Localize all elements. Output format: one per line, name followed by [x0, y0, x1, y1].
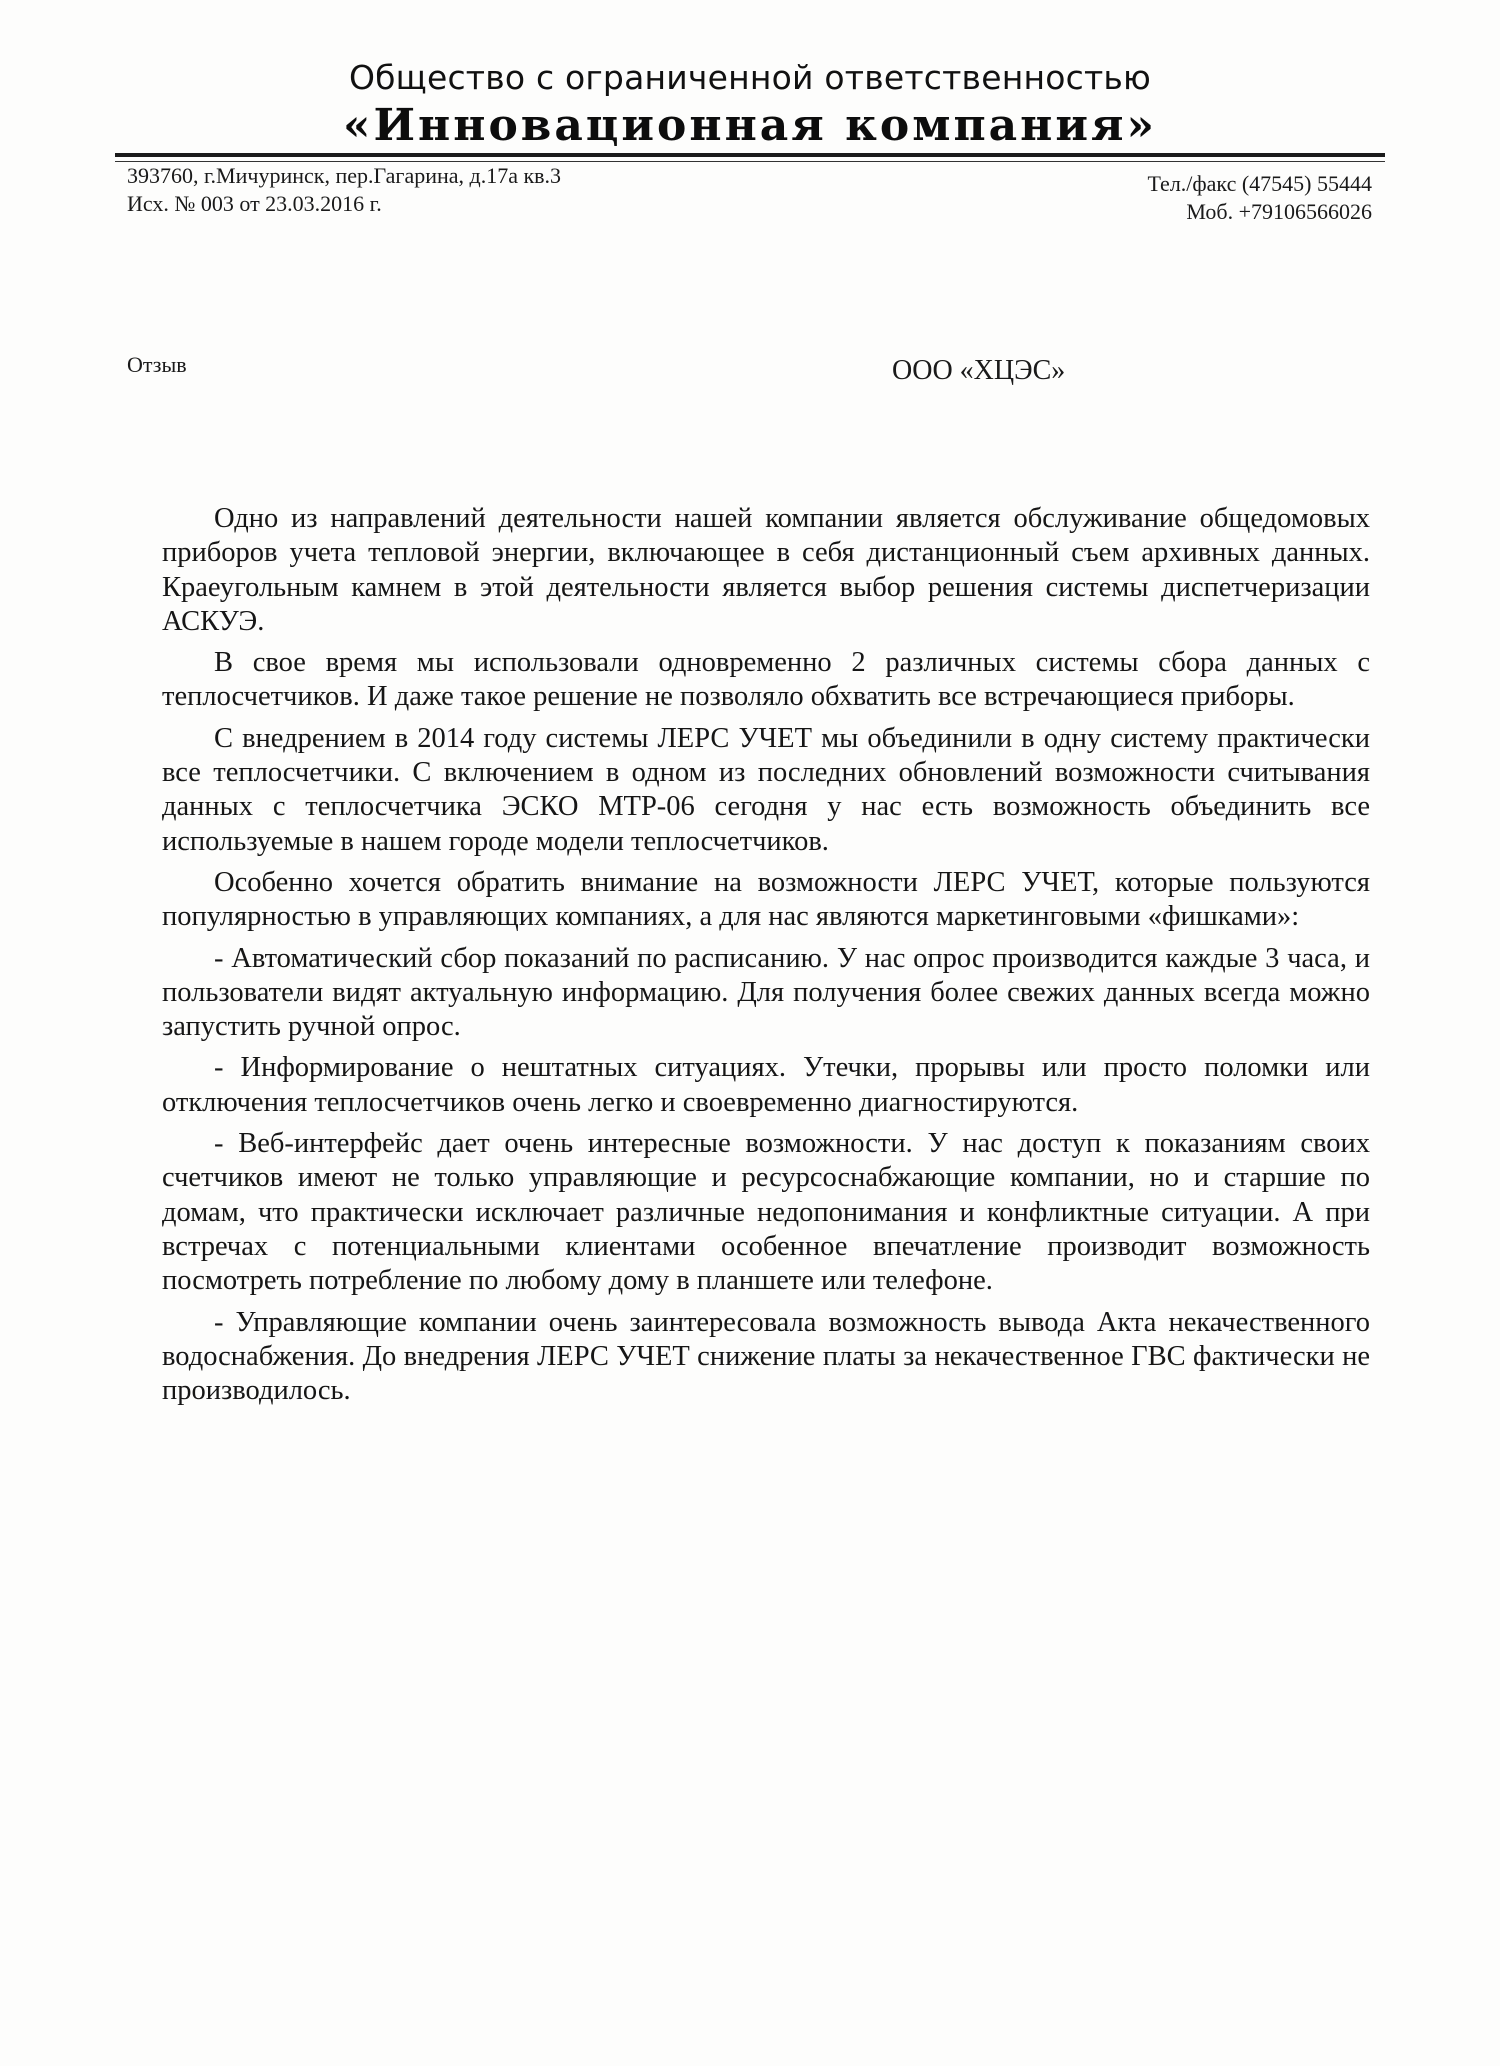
document-type: Отзыв: [127, 352, 187, 377]
org-type: Общество с ограниченной ответственностью: [348, 58, 1152, 97]
list-item: - Веб-интерфейс дает очень интересные возможности. У нас доступ к показаниям своих счетчиков имеют не только управляющие и ресурсоснабжающие компании, но и старшие по домам, что практически исключает различные недопонимания и конфликтные ситуации. А при встречах с потенциальными клиентами особенное впечатление производит возможность посмотреть потребление по любому дому в планшете или телефоне.: [162, 1128, 1370, 1297]
letterhead-rule-thick: [115, 153, 1385, 157]
list-item: - Управляющие компании очень заинтересовала возможность вывода Акта некачественного водоснабжения. До внедрения ЛЕРС УЧЕТ снижение платы за некачественное ГВС фактически не производилось.: [162, 1306, 1370, 1407]
letterhead-address-block: [127, 162, 561, 218]
paragraph: Особенно хочется обратить внимание на возможности ЛЕРС УЧЕТ, которые пользуются популярностью в управляющих компаниях, а для нас являются маркетинговыми «фишками»:: [162, 866, 1370, 933]
outgoing-number: Исх. № 003 от 23.03.2016 г.: [127, 191, 382, 216]
paragraph: С внедрением в 2014 году системы ЛЕРС УЧЕТ мы объединили в одну систему практически все теплосчетчики. С включением в одном из последних обновлений возможности считывания данных с теплосчетчика ЭСКО МТР-06 сегодня у нас есть возможность объединить все используемые в нашем городе модели теплосчетчиков.: [162, 722, 1370, 857]
letterhead-contacts-block: [1147, 170, 1372, 226]
list-item: - Автоматический сбор показаний по расписанию. У нас опрос производится каждые 3 часа, и пользователи видят актуальную информацию. Для получения более свежих данных всегда можно запустить ручной опрос.: [162, 942, 1370, 1043]
phone-fax: Тел./факс (47545) 55444: [1147, 171, 1372, 196]
org-name: «Инновационная компания»: [342, 100, 1158, 151]
address: 393760, г.Мичуринск, пер.Гагарина, д.17а кв.3: [127, 163, 562, 188]
paragraph: Одно из направлений деятельности нашей компании является обслуживание общедомовых приборов учета тепловой энергии, включающее в себя дистанционный съем архивных данных. Краеугольным камнем в этой деятельности является выбор решения системы диспетчеризации АСКУЭ.: [162, 503, 1370, 637]
list-item: - Информирование о нештатных ситуациях. Утечки, прорывы или просто поломки или отключения теплосчетчиков очень легко и своевременно диагностируются.: [162, 1052, 1370, 1118]
addressee: ООО «ХЦЭС»: [892, 355, 1066, 386]
mobile-phone: Моб. +79106566026: [1186, 199, 1372, 224]
letter-body: [162, 502, 1370, 1415]
paragraph: В свое время мы использовали одновременно 2 различных системы сбора данных с теплосчетчиков. И даже такое решение не позволяло обхватить все встречающиеся приборы.: [162, 647, 1370, 713]
